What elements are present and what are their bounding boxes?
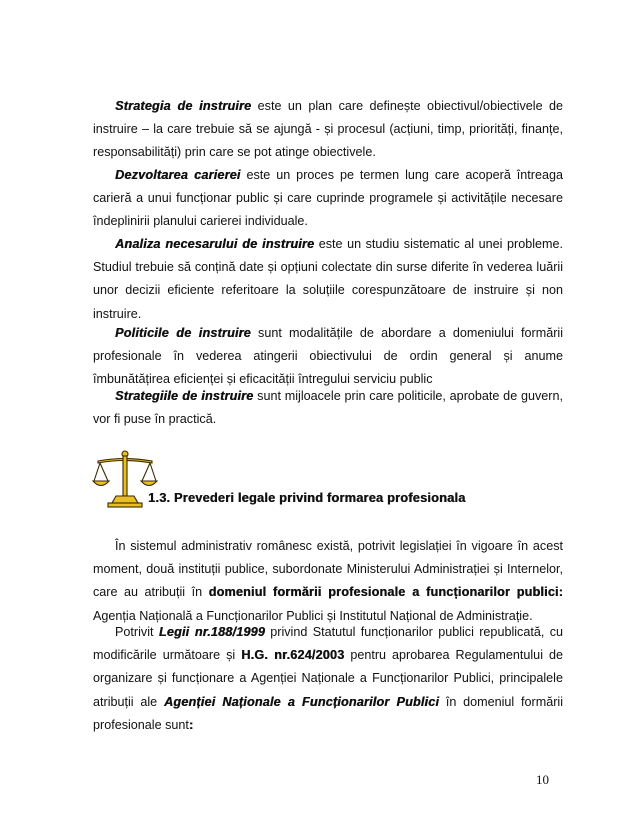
paragraph-text: În sistemul administrativ românesc există, potrivit legislației în vigoare în acest moment, două instituții publice, subordonate Ministerului Administrației și Internelor, care au atribuții în bbox=[93, 539, 563, 600]
paragraph-text: sunt mijloacele prin care politicile, aprobate de guvern, vor fi puse în practică. bbox=[93, 389, 563, 427]
section-heading: 1.3. Prevederi legale privind formarea profesionala bbox=[148, 490, 466, 505]
term-career-development: Dezvoltarea carierei bbox=[115, 168, 241, 182]
paragraph-text: Potrivit bbox=[115, 625, 159, 639]
page-number: 10 bbox=[536, 772, 549, 787]
term-training-policies: Politicile de instruire bbox=[115, 326, 251, 340]
paragraph-training-policies bbox=[93, 322, 563, 392]
law-reference-hg-624-2003: H.G. nr.624/2003 bbox=[241, 648, 345, 663]
paragraph-institutions bbox=[93, 535, 563, 628]
paragraph-text: privind Statutul funcționarilor publici republicată, cu modificările următoare și bbox=[93, 625, 563, 663]
paragraph-text: în domeniul formării profesionale sunt bbox=[93, 694, 563, 732]
law-reference-188-1999: Legii nr.188/1999 bbox=[158, 625, 265, 639]
paragraph-career-development bbox=[93, 164, 563, 234]
term-training-strategy: Strategia de instruire bbox=[115, 99, 252, 113]
paragraph-text: este un studiu sistematic al unei probleme. Studiul trebuie să conțină date și opțiuni colectate din surse diferite în vederea luării unor decizii eficiente referitoare la soluțiile corespunzătoare de instruire și non instruire. bbox=[93, 237, 563, 321]
paragraph-text: este un plan care definește obiectivul/obiectivele de instruire – la care trebuie să se ajungă - și procesul (acțiuni, timp, priorități, finanțe, responsabilități) prin care se pot atinge obiectivele. bbox=[93, 99, 564, 160]
term-training-strategies: Strategiile de instruire bbox=[115, 389, 254, 403]
paragraph-needs-analysis bbox=[93, 233, 563, 326]
paragraph-training-strategies bbox=[93, 385, 563, 431]
paragraph-text: pentru aprobarea Regulamentului de organizare și funcționare a Agenției Naționale a Funcționarilor Publici, principalele atribuții ale bbox=[93, 648, 564, 709]
paragraph-legal-basis bbox=[93, 621, 563, 737]
paragraph-text: Agenția Națională a Funcționarilor Publici și Institutul Național de Administrație. bbox=[93, 608, 533, 623]
trailing-colon: : bbox=[188, 717, 194, 732]
agency-name: Agenției Naționale a Funcționarilor Publici bbox=[163, 694, 440, 709]
paragraph-text: este un proces pe termen lung care acoperă întreaga carieră a unui funcționar public și care cuprinde programele și activitățile necesare îndeplinirii planului carierei individuale. bbox=[93, 168, 563, 229]
paragraph-text: sunt modalitățile de abordare a domeniului formării profesionale în vederea atingerii obiectivului de ordin general și anume îmbunătățirea eficienței și eficacității întregului serviciu public bbox=[93, 326, 563, 387]
bold-phrase-training-domain: domeniul formării profesionale a funcționarilor publici: bbox=[208, 585, 564, 600]
paragraph-training-strategy bbox=[93, 95, 563, 165]
term-needs-analysis: Analiza necesarului de instruire bbox=[115, 237, 315, 251]
